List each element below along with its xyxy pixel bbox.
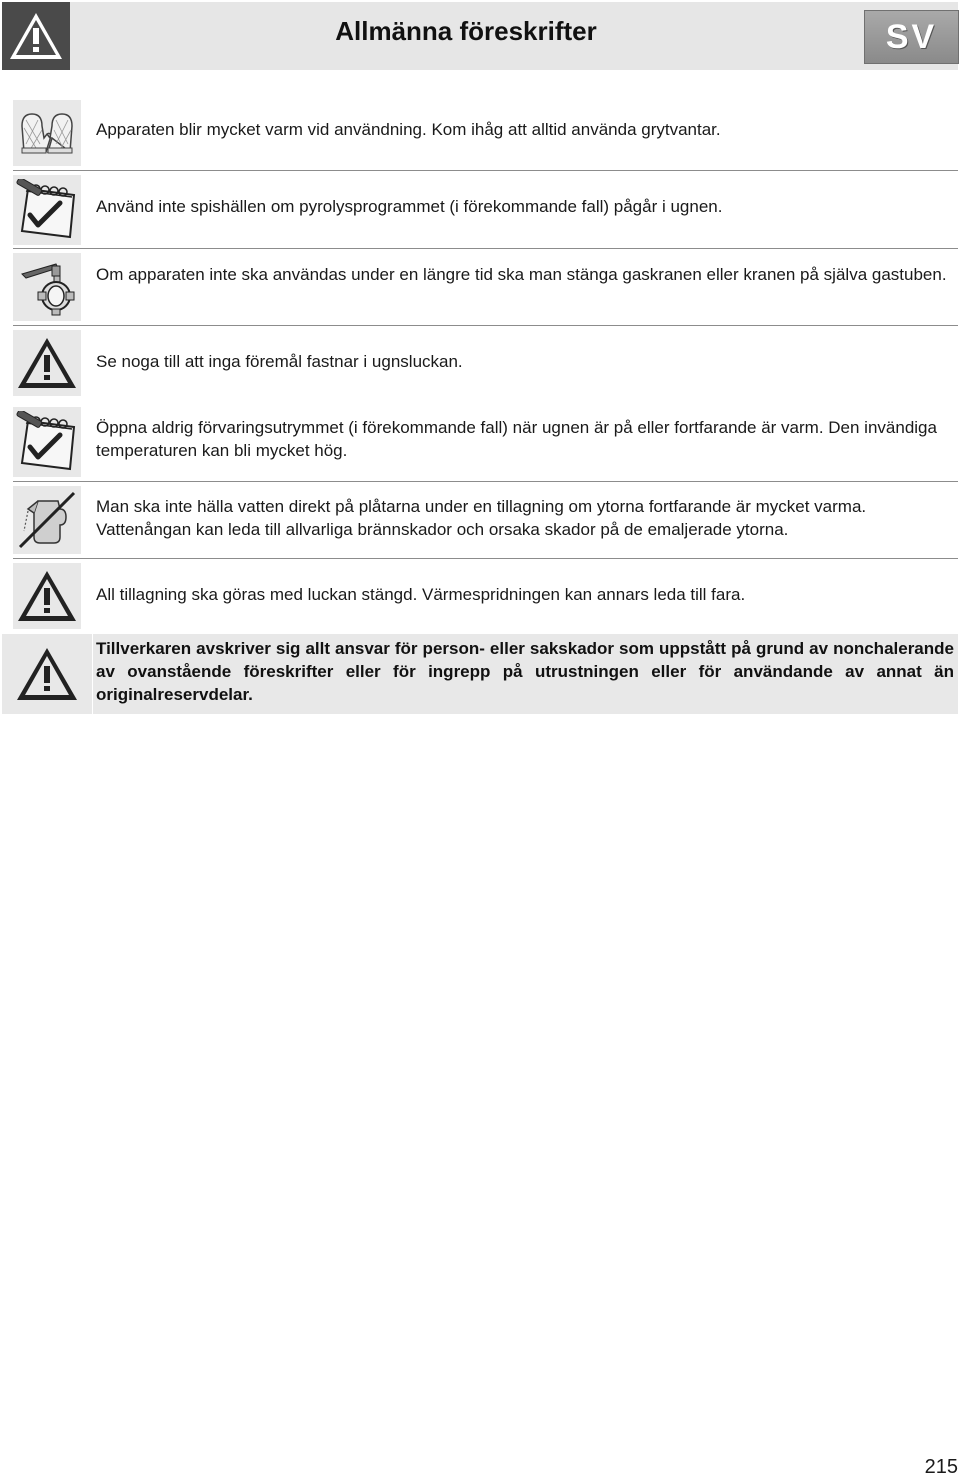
- item-text: Apparaten blir mycket varm vid användning. Kom ihåg att alltid använda grytvantar.: [96, 120, 721, 139]
- item-text: Se noga till att inga föremål fastnar i ugnsluckan.: [96, 352, 463, 371]
- gas-valve-icon: [13, 253, 81, 321]
- warning-triangle-icon: [13, 563, 81, 629]
- warning-triangle-icon: [2, 2, 70, 70]
- list-item: [0, 482, 960, 558]
- no-water-jug-icon: [13, 486, 81, 554]
- item-text: All tillagning ska göras med luckan stängd. Värmespridningen kan annars leda till fara.: [96, 585, 746, 604]
- list-item: [0, 326, 960, 400]
- warning-triangle-icon: [2, 634, 92, 714]
- list-item: [0, 96, 960, 170]
- warning-triangle-icon: [13, 330, 81, 396]
- list-item: [0, 249, 960, 325]
- notepad-check-icon: [13, 407, 81, 477]
- item-text: Man ska inte hälla vatten direkt på plåtarna under en tillagning om ytorna fortfarande är mycket varma. Vattenångan kan leda till allvarliga brännskador och orsaka skador på de emaljerade ytorna.: [96, 497, 867, 539]
- item-text: Använd inte spishällen om pyrolysprogrammet (i förekommande fall) pågår i ugnen.: [96, 197, 723, 216]
- page-number: 215: [924, 1456, 958, 1478]
- list-item: [0, 403, 960, 481]
- notepad-check-icon: [13, 175, 81, 245]
- oven-mitts-icon: [13, 100, 81, 166]
- item-text: Öppna aldrig förvaringsutrymmet (i förekommande fall) när ugnen är på eller fortfarande är varm. Den invändiga temperaturen kan bli mycket hög.: [96, 418, 937, 460]
- disclaimer-text: Tillverkaren avskriver sig allt ansvar för person- eller sakskador som uppstått på grund av nonchalerande av ovanstående föreskrifter eller för ingrepp på utrustningen eller för användande av annat än originalreservdelar.: [96, 639, 954, 704]
- language-badge: SV: [864, 10, 959, 64]
- page-title: Allmänna föreskrifter: [335, 15, 597, 46]
- list-item: [0, 171, 960, 248]
- list-item: [0, 559, 960, 633]
- disclaimer-box: [93, 634, 958, 714]
- item-text: Om apparaten inte ska användas under en längre tid ska man stänga gaskranen eller kranen på själva gastuben.: [96, 265, 947, 284]
